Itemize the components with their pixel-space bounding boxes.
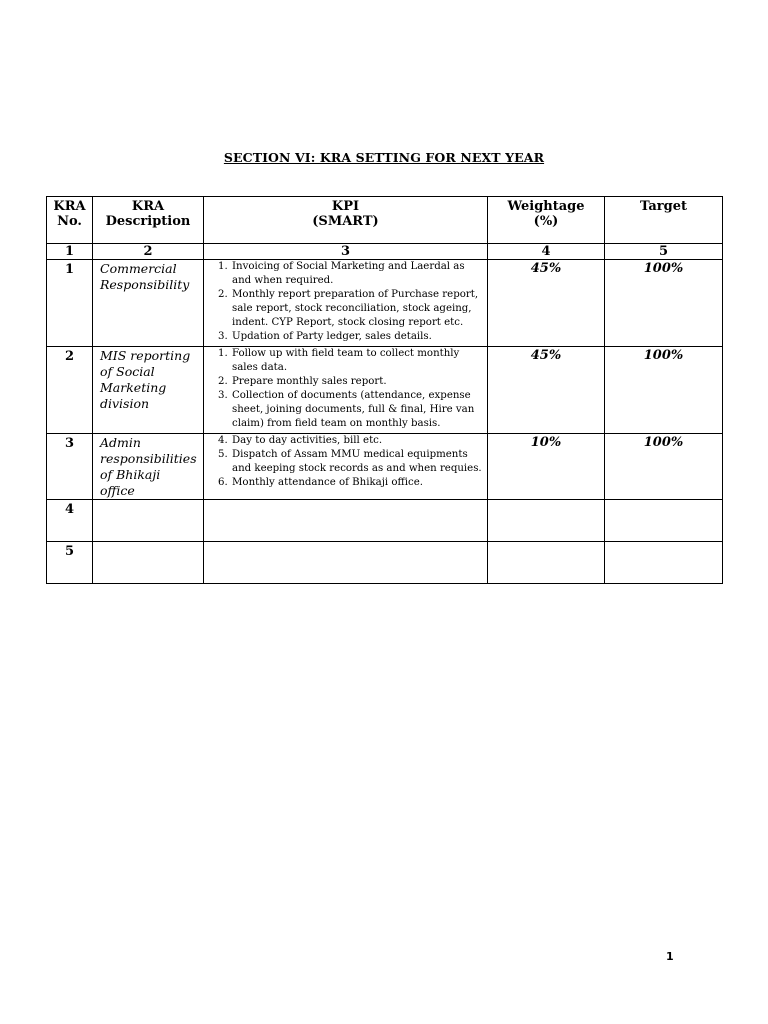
kpi-item: 3. Updation of Party ledger, sales details. bbox=[231, 330, 483, 344]
kpi-item: 3. Collection of documents (attendance, expense sheet, joining documents, full & final, Hire van claim) from field team on monthly basis. bbox=[231, 389, 483, 431]
kpi-item: 2. Monthly report preparation of Purchase report, sale report, stock reconciliation, stock ageing, indent. CYP Report, stock closing report etc. bbox=[231, 288, 483, 330]
target-value: 100% bbox=[605, 434, 723, 500]
target-value bbox=[605, 542, 723, 584]
kpi-cell bbox=[204, 500, 488, 542]
section-title: SECTION VI: KRA SETTING FOR NEXT YEAR bbox=[223, 150, 545, 165]
weightage-value bbox=[488, 542, 605, 584]
weightage-value: 10% bbox=[488, 434, 605, 500]
header-kra-description: KRA Description bbox=[93, 197, 204, 244]
column-number: 3 bbox=[204, 244, 488, 260]
weightage-value bbox=[488, 500, 605, 542]
column-number: 5 bbox=[605, 244, 723, 260]
target-value: 100% bbox=[605, 347, 723, 434]
header-weightage: Weightage (%) bbox=[488, 197, 605, 244]
kpi-list bbox=[204, 260, 487, 344]
kpi-item: 6. Monthly attendance of Bhikaji office. bbox=[231, 476, 483, 490]
kra-number: 2 bbox=[47, 347, 93, 434]
kpi-cell bbox=[204, 434, 488, 500]
kpi-cell bbox=[204, 347, 488, 434]
column-number-row bbox=[47, 244, 723, 260]
column-number: 4 bbox=[488, 244, 605, 260]
kra-table bbox=[46, 196, 723, 584]
header-kpi: KPI (SMART) bbox=[204, 197, 488, 244]
kra-description: Admin responsibilities of Bhikaji office bbox=[93, 434, 204, 500]
kpi-item: 5. Dispatch of Assam MMU medical equipments and keeping stock records as and when requies. bbox=[231, 448, 483, 476]
kra-description: Commercial Responsibility bbox=[93, 260, 204, 347]
table-row bbox=[47, 434, 723, 500]
kra-description bbox=[93, 500, 204, 542]
column-number: 2 bbox=[93, 244, 204, 260]
kpi-list bbox=[204, 434, 487, 490]
kpi-item: 4. Day to day activities, bill etc. bbox=[231, 434, 483, 448]
target-value bbox=[605, 500, 723, 542]
kpi-item: 2. Prepare monthly sales report. bbox=[231, 375, 483, 389]
weightage-value: 45% bbox=[488, 260, 605, 347]
table-row bbox=[47, 542, 723, 584]
column-number: 1 bbox=[47, 244, 93, 260]
target-value: 100% bbox=[605, 260, 723, 347]
kpi-item: 1. Follow up with field team to collect monthly sales data. bbox=[231, 347, 483, 375]
table-header-row bbox=[47, 197, 723, 244]
kpi-list bbox=[204, 347, 487, 431]
header-kra-no: KRA No. bbox=[47, 197, 93, 244]
weightage-value: 45% bbox=[488, 347, 605, 434]
table-row bbox=[47, 500, 723, 542]
page-number: 1 bbox=[666, 950, 674, 963]
kra-number: 4 bbox=[47, 500, 93, 542]
table-row bbox=[47, 260, 723, 347]
kpi-cell bbox=[204, 260, 488, 347]
kra-description bbox=[93, 542, 204, 584]
kra-number: 3 bbox=[47, 434, 93, 500]
kpi-cell bbox=[204, 542, 488, 584]
header-target: Target bbox=[605, 197, 723, 244]
kra-number: 1 bbox=[47, 260, 93, 347]
kra-number: 5 bbox=[47, 542, 93, 584]
kpi-item: 1. Invoicing of Social Marketing and Laerdal as and when required. bbox=[231, 260, 483, 288]
kra-description: MIS reporting of Social Marketing division bbox=[93, 347, 204, 434]
table-row bbox=[47, 347, 723, 434]
